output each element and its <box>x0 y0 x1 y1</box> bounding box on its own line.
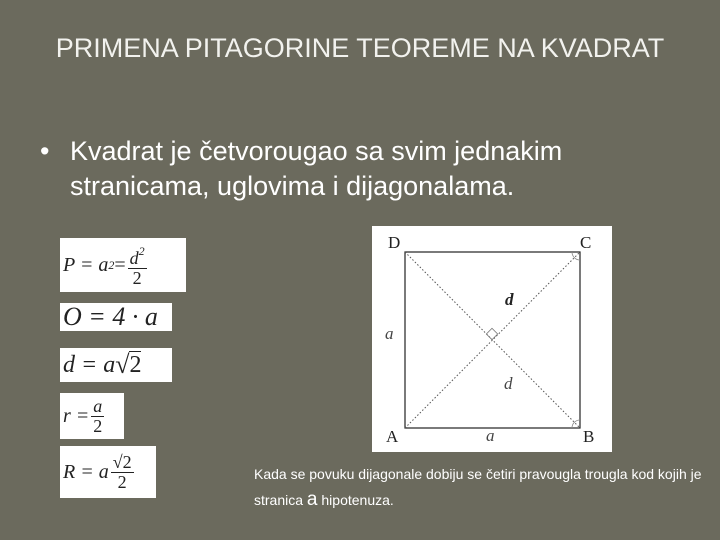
formula-inradius-denominator: 2 <box>93 415 103 436</box>
vertex-b: B <box>583 427 595 446</box>
formula-inradius-numerator: a <box>93 395 103 416</box>
formula-circumradius-denominator: 2 <box>117 471 127 492</box>
formula-inradius-fraction <box>91 397 104 436</box>
right-angle-marker <box>486 328 497 339</box>
slide-title: PRIMENA PITAGORINE TEOREME NA KVADRAT <box>55 33 665 63</box>
bullet-text: Kvadrat je četvorougao sa svim jednakim stranicama, uglovima i dijagonalama. <box>70 136 563 201</box>
formula-circumradius-lhs: R = a <box>63 460 109 483</box>
formula-area-numerator: d <box>129 248 139 268</box>
formula-area-equals: = <box>114 253 126 276</box>
diagonal-label-lower: d <box>504 374 513 393</box>
formula-diagonal <box>60 348 172 382</box>
sqrt-symbol: √ <box>115 350 130 379</box>
formula-circumradius-fraction <box>111 453 134 492</box>
diagonal-label-upper: d <box>505 290 514 309</box>
caption-text <box>254 462 704 513</box>
square-diagram-svg <box>372 226 612 452</box>
vertex-c: C <box>580 233 592 252</box>
vertex-a: A <box>386 427 399 446</box>
caption-highlight: a <box>306 489 318 510</box>
caption-before: Kada se povuku dijagonale dobiju se četiri pravougla trougla kod kojih je stranica <box>254 466 702 508</box>
formula-circumradius <box>60 446 156 498</box>
bullet-marker: • <box>40 136 50 166</box>
formula-area-numerator-exp: 2 <box>138 244 145 258</box>
vertex-d: D <box>388 233 401 252</box>
formula-area-lhs: P = a <box>63 253 109 276</box>
formula-area <box>60 238 186 292</box>
side-label-bottom: a <box>486 426 495 445</box>
formula-diagonal-radicand: 2 <box>129 352 142 378</box>
square-diagram <box>372 226 612 452</box>
formula-area-denominator: 2 <box>132 268 142 288</box>
side-label-left: a <box>385 324 394 343</box>
formula-area-exponent: 2 <box>108 257 115 272</box>
formula-perimeter <box>60 303 172 331</box>
formula-circumradius-numerator: √2 <box>112 451 132 472</box>
caption-after: hipotenuza. <box>317 492 394 508</box>
formula-inradius-lhs: r = <box>63 404 90 427</box>
formula-diagonal-lhs: d = a <box>63 351 116 378</box>
formula-inradius <box>60 393 124 439</box>
formula-area-fraction <box>128 242 147 288</box>
formula-perimeter-text: O = 4 · a <box>63 302 158 331</box>
